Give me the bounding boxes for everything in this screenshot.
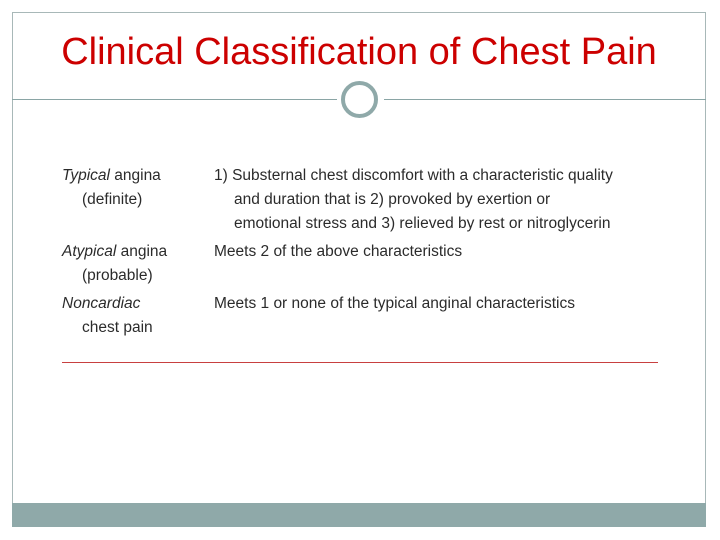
term-cell [62, 164, 214, 236]
table-row-typical [62, 164, 658, 236]
title-divider-right [384, 99, 706, 100]
definition-line: 1) Substernal chest discomfort with a characteristic quality [214, 167, 613, 184]
term-italic: Noncardiac [62, 295, 141, 312]
term-rest: angina [116, 243, 168, 260]
definition-cell [214, 164, 658, 236]
term-rest: angina [109, 167, 161, 184]
term-line2: (definite) [82, 191, 143, 208]
table-row-atypical [62, 240, 658, 288]
footer-bar [12, 503, 706, 527]
term-italic: Atypical [62, 243, 117, 260]
term-italic: Typical [62, 167, 110, 184]
definition-line: Meets 1 or none of the typical anginal characteristics [214, 295, 575, 312]
title-divider-left [12, 99, 337, 100]
definition-cell [214, 240, 658, 288]
term-cell [62, 240, 214, 288]
slide-title: Clinical Classification of Chest Pain [61, 31, 657, 73]
definition-line: and duration that is 2) provoked by exertion or [234, 191, 551, 208]
term-line2: (probable) [82, 267, 153, 284]
definition-line: emotional stress and 3) relieved by rest or nitroglycerin [234, 215, 611, 232]
table-row-noncardiac [62, 292, 658, 340]
term-line2: chest pain [82, 319, 153, 336]
term-cell [62, 292, 214, 340]
circle-ornament-icon [341, 81, 378, 118]
definition-cell [214, 292, 658, 340]
definition-line: Meets 2 of the above characteristics [214, 243, 463, 260]
classification-table [62, 164, 658, 344]
table-bottom-rule [62, 362, 658, 363]
